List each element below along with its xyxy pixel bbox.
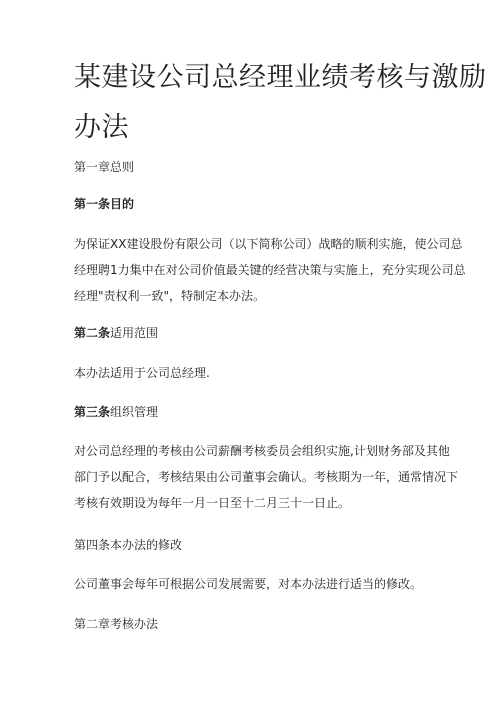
article-3-line-3: 考核有效期设为每年一月一日至十二月三十一日止。	[74, 496, 351, 510]
title-line-1: 某建设公司总经理业绩考核与激励	[74, 62, 487, 93]
article-2-number: 第二条	[74, 326, 111, 340]
article-1-heading: 第一条目的	[74, 197, 135, 211]
article-1-line-1: 为保证XX建设股份有限公司（以下简称公司）战略的顺利实施，使公司总	[74, 237, 463, 251]
article-1-line-2: 经理聘1力集中在对公司价值最关键的经营决策与实施上，充分实现公司总	[74, 263, 466, 277]
article-3-body	[74, 438, 459, 516]
article-3-number: 第三条	[74, 405, 111, 419]
article-4-body: 公司董事会每年可根据公司发展需要，对本办法进行适当的修改。	[74, 577, 423, 591]
article-3-line-1: 对公司总经理的考核由公司薪酬考核委员会组织实施,计划财务部及其他	[74, 444, 450, 458]
chapter-1-heading: 第一章总则	[74, 160, 135, 174]
title-line-2: 办法	[74, 112, 129, 143]
article-4-heading: 第四条本办法的修改	[74, 538, 183, 552]
article-2-title: 适用范围	[110, 326, 159, 340]
article-2-body: 本办法适用于公司总经理.	[74, 366, 210, 380]
article-3-title: 组织管理	[110, 405, 159, 419]
article-3-line-2: 部门予以配合，考核结果由公司董事会确认。考核期为一年，通常情况下	[74, 470, 459, 484]
document-title	[74, 58, 487, 148]
chapter-2-heading: 第二章考核办法	[74, 617, 159, 631]
article-1-line-3: 经理"责权利一致"，特制定本办法。	[74, 289, 266, 303]
article-1-body	[74, 231, 466, 309]
article-2-heading	[74, 325, 158, 341]
article-3-heading	[74, 404, 158, 420]
